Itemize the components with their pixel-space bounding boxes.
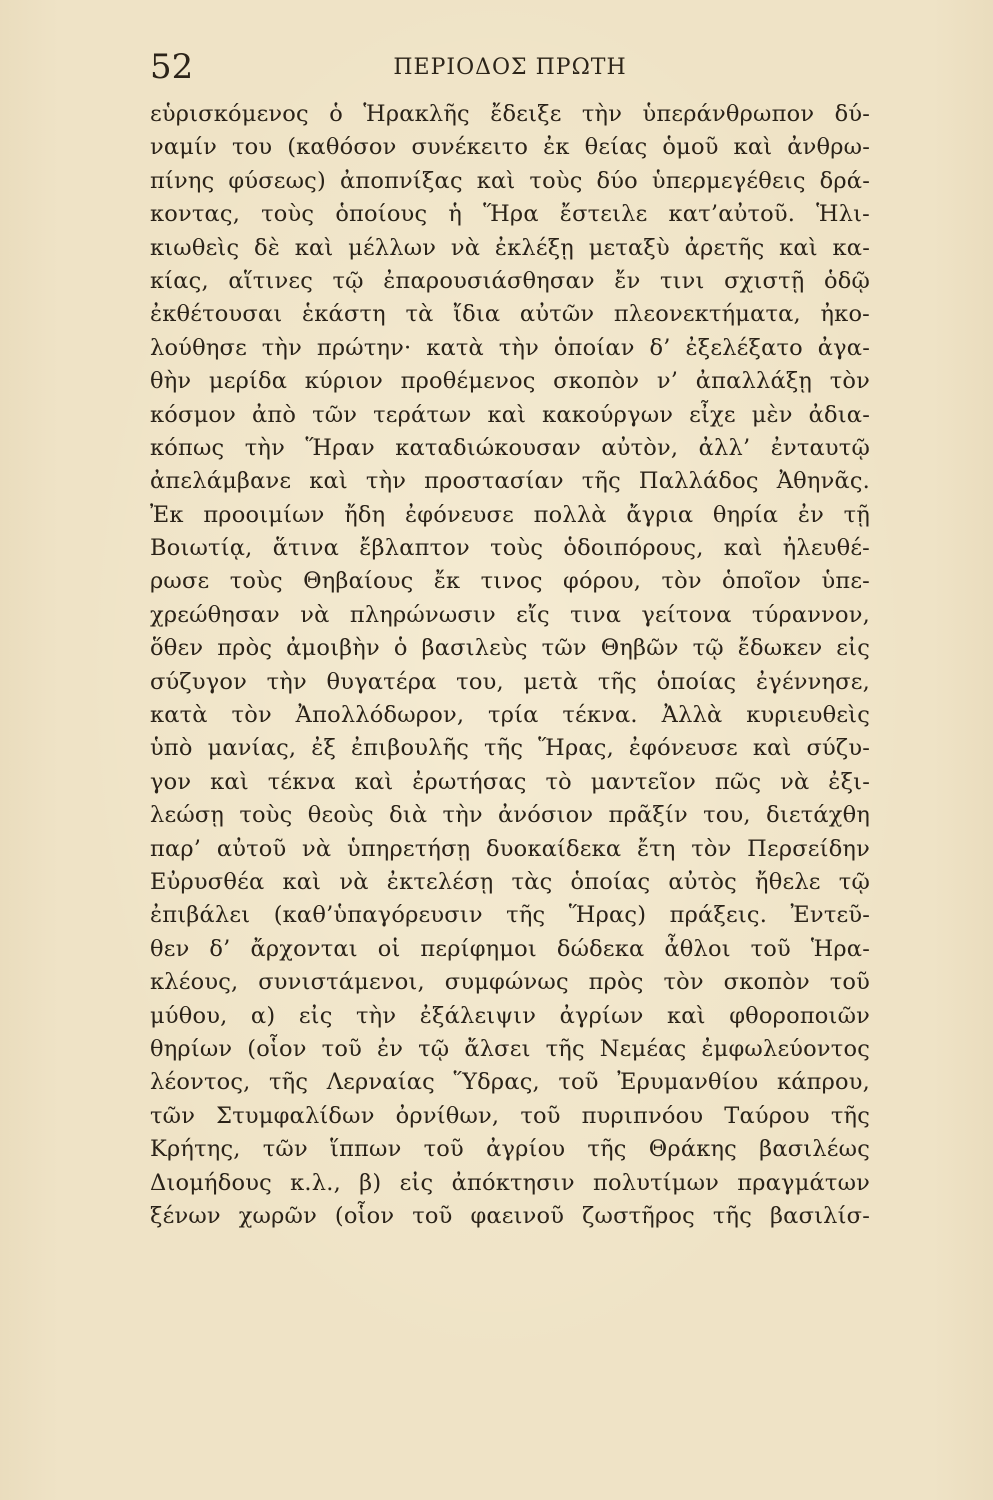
body-text <box>150 98 870 1233</box>
text-line: χρεώθησαν νὰ πληρώνωσιν εἴς τινα γείτονα τύραννον, <box>150 601 870 628</box>
text-line: εὑρισκόμενος ὁ Ἡρακλῆς ἔδειξε τὴν ὑπεράνθρωπον δύ- <box>150 101 870 127</box>
text-line: σύζυγον τὴν θυγατέρα του, μετὰ τῆς ὁποίας ἐγέννησε, <box>150 668 870 695</box>
text-line: γον καὶ τέκνα καὶ ἐρωτήσας τὸ μαντεῖον πῶς νὰ ἐξι- <box>150 768 870 795</box>
running-head: ΠΕΡΙΟΔΟΣ ΠΡΩΤΗ <box>393 55 627 80</box>
text-line: κόσμον ἀπὸ τῶν τεράτων καὶ κακούργων εἶχε μὲν ἀδια- <box>150 401 870 428</box>
text-line: κόπως τὴν Ἥραν καταδιώκουσαν αὐτὸν, ἀλλ’ ἐνταυτῷ <box>150 434 870 461</box>
page-number: 52 <box>150 47 194 87</box>
text-line: κατὰ τὸν Ἀπολλόδωρον, τρία τέκνα. Ἀλλὰ κυριευθεὶς <box>150 702 870 729</box>
text-line: ναμίν του (καθόσον συνέκειτο ἐκ θείας ὁμοῦ καὶ ἀνθρω- <box>150 134 870 161</box>
text-line: Εὐρυσθέα καὶ νὰ ἐκτελέσῃ τὰς ὁποίας αὐτὸς ἤθελε τῷ <box>150 868 870 895</box>
text-line: κλέους, συνιστάμενοι, συμφώνως πρὸς τὸν σκοπὸν τοῦ <box>150 969 870 996</box>
text-line: ὑπὸ μανίας, ἐξ ἐπιβουλῆς τῆς Ἥρας, ἐφόνευσε καὶ σύζυ- <box>150 735 870 762</box>
text-line: μύθου, α) εἰς τὴν ἐξάλειψιν ἀγρίων καὶ φθοροποιῶν <box>150 1002 870 1029</box>
text-line: λεώσῃ τοὺς θεοὺς διὰ τὴν ἀνόσιον πρᾶξίν του, διετάχθη <box>150 802 870 829</box>
text-line: ἐκθέτουσαι ἑκάστη τὰ ἴδια αὐτῶν πλεονεκτήματα, ἠκο- <box>150 301 870 328</box>
text-line: παρ’ αὐτοῦ νὰ ὑπηρετήσῃ δυοκαίδεκα ἔτη τὸν Περσείδην <box>150 835 870 862</box>
text-line: θεν δ’ ἄρχονται οἱ περίφημοι δώδεκα ἆθλοι τοῦ Ἡρα- <box>150 935 870 962</box>
page-header <box>150 44 870 90</box>
text-line: ἀπελάμβανε καὶ τὴν προστασίαν τῆς Παλλάδος Ἀθηνᾶς. <box>150 468 870 495</box>
text-line: θὴν μερίδα κύριον προθέμενος σκοπὸν ν’ ἀπαλλάξῃ τὸν <box>150 368 870 395</box>
text-line: θηρίων (οἷον τοῦ ἐν τῷ ἄλσει τῆς Νεμέας ἐμφωλεύοντος <box>150 1035 870 1062</box>
text-line: πίνης φύσεως) ἀποπνίξας καὶ τοὺς δύο ὑπερμεγέθεις δρά- <box>150 167 870 194</box>
text-line: κιωθεὶς δὲ καὶ μέλλων νὰ ἐκλέξῃ μεταξὺ ἀρετῆς καὶ κα- <box>150 234 870 261</box>
text-line: Διομήδους κ.λ., β) εἰς ἀπόκτησιν πολυτίμων πραγμάτων <box>150 1169 870 1196</box>
text-line: κοντας, τοὺς ὁποίους ἡ Ἥρα ἔστειλε κατ’αὐτοῦ. Ἡλι- <box>150 201 870 228</box>
text-line: Ἐκ προοιμίων ἤδη ἐφόνευσε πολλὰ ἄγρια θηρία ἐν τῇ <box>150 501 870 528</box>
text-line: ἐπιβάλει (καθ’ὑπαγόρευσιν τῆς Ἥρας) πράξεις. Ἐντεῦ- <box>150 902 870 929</box>
text-line: ὅθεν πρὸς ἀμοιβὴν ὁ βασιλεὺς τῶν Θηβῶν τῷ ἔδωκεν εἰς <box>150 635 870 662</box>
text-line: Βοιωτίᾳ, ἅτινα ἔβλαπτον τοὺς ὁδοιπόρους, καὶ ἠλευθέ- <box>150 535 870 562</box>
text-line: Κρήτης, τῶν ἵππων τοῦ ἀγρίου τῆς Θράκης βασιλέως <box>150 1136 870 1163</box>
text-line: ρωσε τοὺς Θηβαίους ἔκ τινος φόρου, τὸν ὁποῖον ὑπε- <box>150 568 870 595</box>
text-line: κίας, αἵτινες τῷ ἐπαρουσιάσθησαν ἔν τινι σχιστῇ ὁδῷ <box>150 267 870 294</box>
text-line: λέοντος, τῆς Λερναίας Ὕδρας, τοῦ Ἐρυμανθίου κάπρου, <box>150 1069 870 1096</box>
text-line: ξένων χωρῶν (οἷον τοῦ φαεινοῦ ζωστῆρος τῆς βασιλίσ- <box>150 1202 870 1229</box>
text-line: λούθησε τὴν πρώτην· κατὰ τὴν ὁποίαν δ’ ἐξελέξατο ἀγα- <box>150 334 870 361</box>
text-line: τῶν Στυμφαλίδων ὀρνίθων, τοῦ πυριπνόου Ταύρου τῆς <box>150 1102 870 1129</box>
